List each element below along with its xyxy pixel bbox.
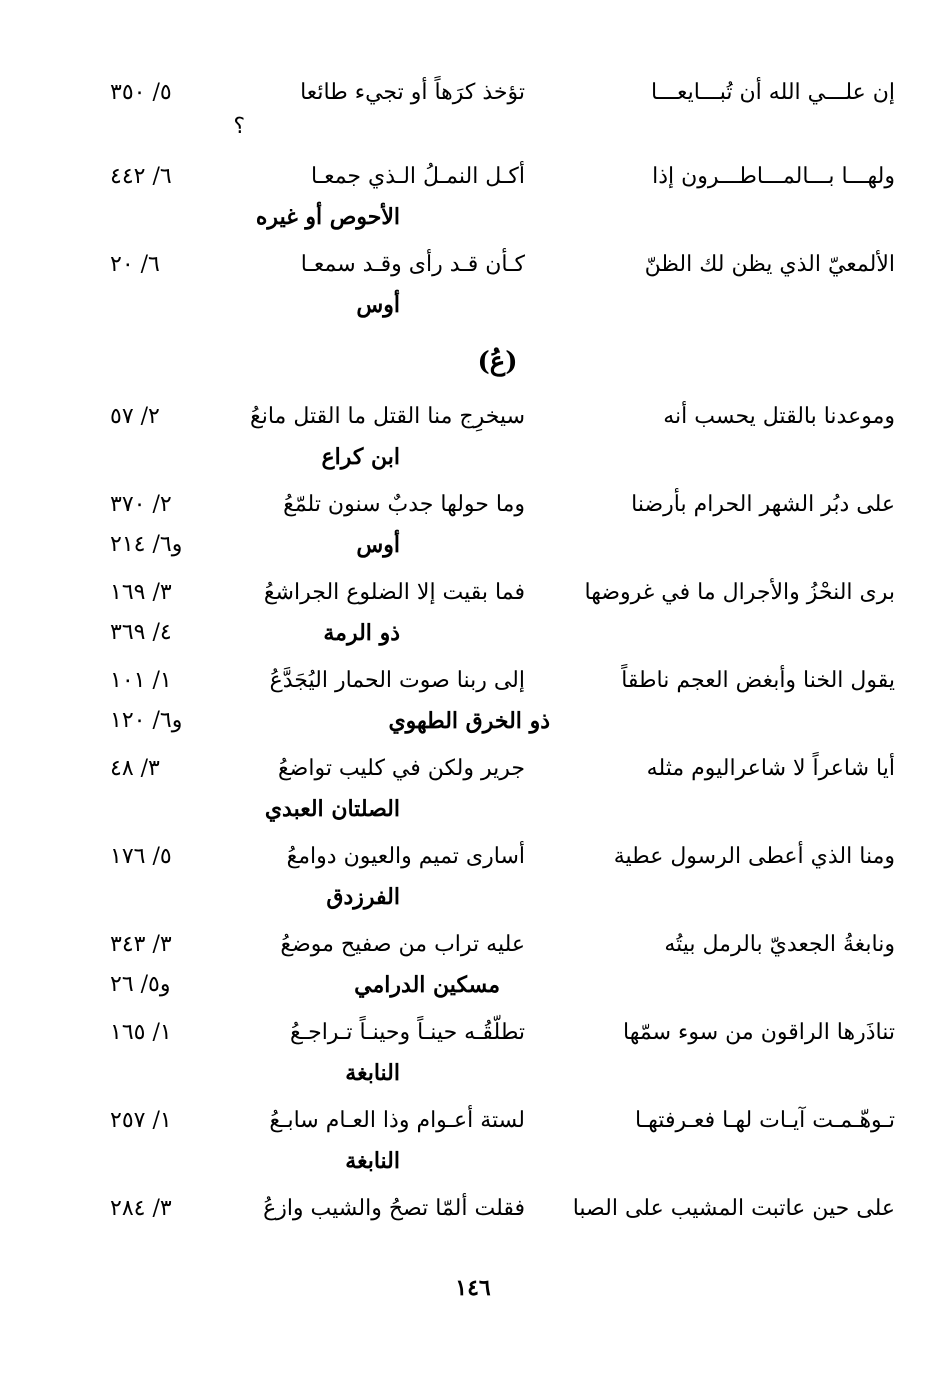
poet-row bbox=[100, 286, 895, 330]
poet-name: ذو الرمة bbox=[323, 620, 400, 646]
volume-page-reference: ٥/ ١٧٦ bbox=[110, 844, 172, 869]
verse-row bbox=[100, 70, 895, 114]
verse-second-hemistich: أسارى تميم والعيون دوامعُ bbox=[286, 844, 525, 869]
extra-reference: و٥/ ٢٦ bbox=[110, 972, 171, 997]
verse-first-hemistich: ونابغةُ الجعديّ بالرمل بيتُه bbox=[664, 932, 895, 957]
poet-row bbox=[100, 702, 895, 746]
verse-second-hemistich: جرير ولكن في كليب تواضعُ bbox=[277, 756, 525, 781]
volume-page-reference: ٢/ ٣٧٠ bbox=[110, 492, 172, 517]
page-number: ١٤٦ bbox=[455, 1275, 491, 1301]
poet-name: أوس bbox=[356, 292, 400, 318]
volume-page-reference: ٦/ ٢٠ bbox=[110, 252, 160, 277]
verse-second-hemistich: سيخرِج منا القتل ما القتل مانعُ bbox=[250, 404, 525, 429]
verse-row bbox=[100, 570, 895, 614]
verse-second-hemistich: عليه تراب من صفيح موضعُ bbox=[280, 932, 525, 957]
volume-page-reference: ١/ ١٦٥ bbox=[110, 1020, 172, 1045]
verse-second-hemistich: إلى ربنا صوت الحمار اليُجَدَّعُ bbox=[269, 668, 525, 693]
verse-second-hemistich: لستة أعـوام وذا العـام سابـعُ bbox=[269, 1108, 525, 1133]
poet-name: أوس bbox=[356, 532, 400, 558]
volume-page-reference: ٢/ ٥٧ bbox=[110, 404, 160, 429]
verse-row bbox=[100, 242, 895, 286]
poet-row bbox=[100, 790, 895, 834]
poet-row bbox=[100, 526, 895, 570]
extra-reference: و٦/ ١٢٠ bbox=[110, 708, 183, 733]
verse-first-hemistich: الألمعيّ الذي يظن لك الظنّ bbox=[644, 252, 895, 277]
extra-reference: ٤/ ٣٦٩ bbox=[110, 620, 172, 645]
verse-second-hemistich: فما بقيت إلا الضلوع الجراشعُ bbox=[263, 580, 525, 605]
volume-page-reference: ١/ ١٠١ bbox=[110, 668, 172, 693]
verse-first-hemistich: ومنا الذي أعطى الرسول عطية bbox=[613, 844, 895, 869]
poet-row bbox=[100, 1142, 895, 1186]
verse-second-hemistich: أكـل النمـلُ الـذي جمعـا bbox=[310, 164, 525, 189]
volume-page-reference: ١/ ٢٥٧ bbox=[110, 1108, 172, 1133]
verse-first-hemistich: على حين عاتبت المشيب على الصبا bbox=[572, 1196, 895, 1221]
verse-first-hemistich: أيا شاعراً لا شاعراليوم مثله bbox=[646, 756, 895, 781]
poet-row bbox=[100, 614, 895, 658]
poet-name: ابن كراع bbox=[321, 444, 400, 470]
verse-first-hemistich: تـوهّـمـت آيـات لهـا فعـرفتهـا bbox=[635, 1108, 895, 1133]
poet-row bbox=[100, 438, 895, 482]
poet-name: ذو الخرق الطهوي bbox=[388, 708, 550, 734]
verse-row bbox=[100, 394, 895, 438]
volume-page-reference: ٣/ ٤٨ bbox=[110, 756, 160, 781]
verse-row bbox=[100, 154, 895, 198]
poet-row bbox=[100, 114, 895, 154]
verse-row bbox=[100, 1010, 895, 1054]
poet-row bbox=[100, 878, 895, 922]
verse-row bbox=[100, 746, 895, 790]
verse-first-hemistich: تناذَرها الراقون من سوء سمّها bbox=[623, 1020, 895, 1045]
volume-page-reference: ٥/ ٣٥٠ bbox=[110, 80, 172, 105]
volume-page-reference: ٣/ ١٦٩ bbox=[110, 580, 172, 605]
verse-row bbox=[100, 658, 895, 702]
poet-row bbox=[100, 1054, 895, 1098]
verse-first-hemistich: ولهـــا بـــالمـــاطـــرون إذا bbox=[652, 164, 895, 189]
poet-name: مسكين الدرامي bbox=[354, 972, 500, 998]
unknown-poet-mark: ؟ bbox=[233, 114, 245, 139]
verse-first-hemistich: على دبُر الشهر الحرام بأرضنا bbox=[631, 492, 895, 517]
verse-second-hemistich: تؤخذ كرَهاً أو تجيء طائعا bbox=[300, 80, 525, 105]
verse-row bbox=[100, 834, 895, 878]
poet-row bbox=[100, 198, 895, 242]
verse-first-hemistich: إن علـــي الله أن تُبـــايعـــا bbox=[650, 80, 895, 105]
page-content bbox=[100, 70, 895, 1230]
poet-name: الأحوص أو غيره bbox=[255, 204, 400, 230]
verse-first-hemistich: وموعدنا بالقتل يحسب أنه bbox=[663, 404, 895, 429]
poet-name: الصلتان العبدي bbox=[264, 796, 400, 822]
poet-name: الفرزدق bbox=[326, 884, 400, 910]
verse-row bbox=[100, 482, 895, 526]
verse-second-hemistich: وما حولها جدبٌ سنون تلمّعُ bbox=[283, 492, 525, 517]
poet-name: النابغة bbox=[345, 1148, 400, 1174]
verse-second-hemistich: تطلّقُـه حينـاً وحينـاً تـراجـعُ bbox=[289, 1020, 525, 1045]
extra-reference: و٦/ ٢١٤ bbox=[110, 532, 183, 557]
poet-name: النابغة bbox=[345, 1060, 400, 1086]
volume-page-reference: ٦/ ٤٤٢ bbox=[110, 164, 172, 189]
verse-second-hemistich: فقلت ألمّا تصحُ والشيب وازعُ bbox=[263, 1196, 525, 1221]
section-heading: (عُ) bbox=[477, 347, 518, 377]
verse-second-hemistich: كـأن قـد رأى وقـد سمعـا bbox=[300, 252, 525, 277]
volume-page-reference: ٣/ ٣٤٣ bbox=[110, 932, 172, 957]
verse-first-hemistich: برى النحْزُ والأجرال ما في غروضها bbox=[584, 580, 895, 605]
poet-row bbox=[100, 966, 895, 1010]
verse-row bbox=[100, 922, 895, 966]
verse-row bbox=[100, 1186, 895, 1230]
verse-row bbox=[100, 1098, 895, 1142]
volume-page-reference: ٣/ ٢٨٤ bbox=[110, 1196, 172, 1221]
verse-first-hemistich: يقول الخنا وأبغض العجم ناطقاً bbox=[621, 668, 895, 693]
